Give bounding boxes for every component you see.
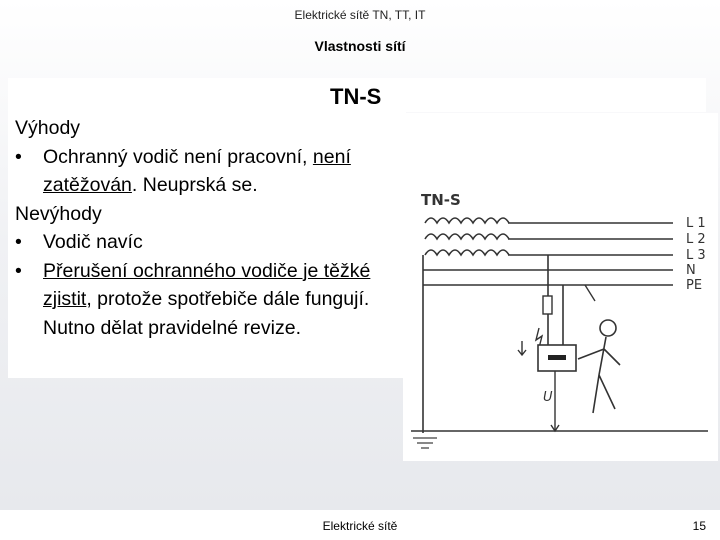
coil-1 xyxy=(425,218,509,223)
disadvantage-text-rest: , protože spotřebiče dále fungují. Nutno dělat pravidelné revize. xyxy=(43,288,370,339)
appliance-plate xyxy=(548,355,566,360)
person-body xyxy=(578,337,620,413)
bullet-icon: • xyxy=(15,145,22,168)
earth-icon xyxy=(413,438,437,448)
slide-title: Vlastnosti sítí xyxy=(314,38,406,54)
list-item xyxy=(15,257,405,343)
advantages-list xyxy=(15,143,405,200)
coil-icon xyxy=(425,218,509,255)
voltage-label: U xyxy=(543,390,553,405)
advantage-text-rest: . Neuprská se. xyxy=(131,174,258,196)
page-number: 15 xyxy=(692,519,706,533)
list-item xyxy=(15,143,405,200)
fuse-icon xyxy=(543,296,552,314)
list-item xyxy=(15,228,405,257)
disadvantages-list xyxy=(15,228,405,342)
disadvantages-title: Nevýhody xyxy=(15,202,102,225)
tn-s-diagram-svg xyxy=(403,113,718,461)
header-title: Elektrické sítě TN, TT, IT xyxy=(294,8,426,22)
person-icon xyxy=(578,320,620,413)
coil-2 xyxy=(425,234,509,239)
advantage-text-underlined: není zatěžován xyxy=(43,145,351,196)
disadvantage-text: Vodič navíc xyxy=(43,231,143,253)
bullet-icon: • xyxy=(15,259,22,282)
section-heading: TN-S xyxy=(330,84,382,109)
text-block xyxy=(15,114,405,342)
bullet-icon: • xyxy=(15,231,22,253)
tn-s-diagram xyxy=(403,113,718,461)
conductor-label-l1: L 1 xyxy=(686,216,706,231)
conductor-label-l2: L 2 xyxy=(686,232,706,247)
diagram-label: TN-S xyxy=(421,191,461,209)
conductor-label-n: N xyxy=(686,263,696,278)
arrow-down-icon xyxy=(518,341,526,355)
footer xyxy=(0,510,720,540)
coil-3 xyxy=(425,250,509,255)
conductor-label-pe: PE xyxy=(686,278,703,293)
switch-icon xyxy=(585,285,595,301)
footer-text: Elektrické sítě xyxy=(322,519,398,533)
conductor-label-l3: L 3 xyxy=(686,248,706,263)
person-head xyxy=(600,320,616,336)
advantages-title: Výhody xyxy=(15,117,81,139)
advantage-text-1: Ochranný vodič není pracovní, xyxy=(43,145,313,168)
disadvantage-text-underlined: Přerušení ochranného vodiče je těžké zjistit xyxy=(43,259,371,310)
conductor-labels xyxy=(686,216,706,293)
